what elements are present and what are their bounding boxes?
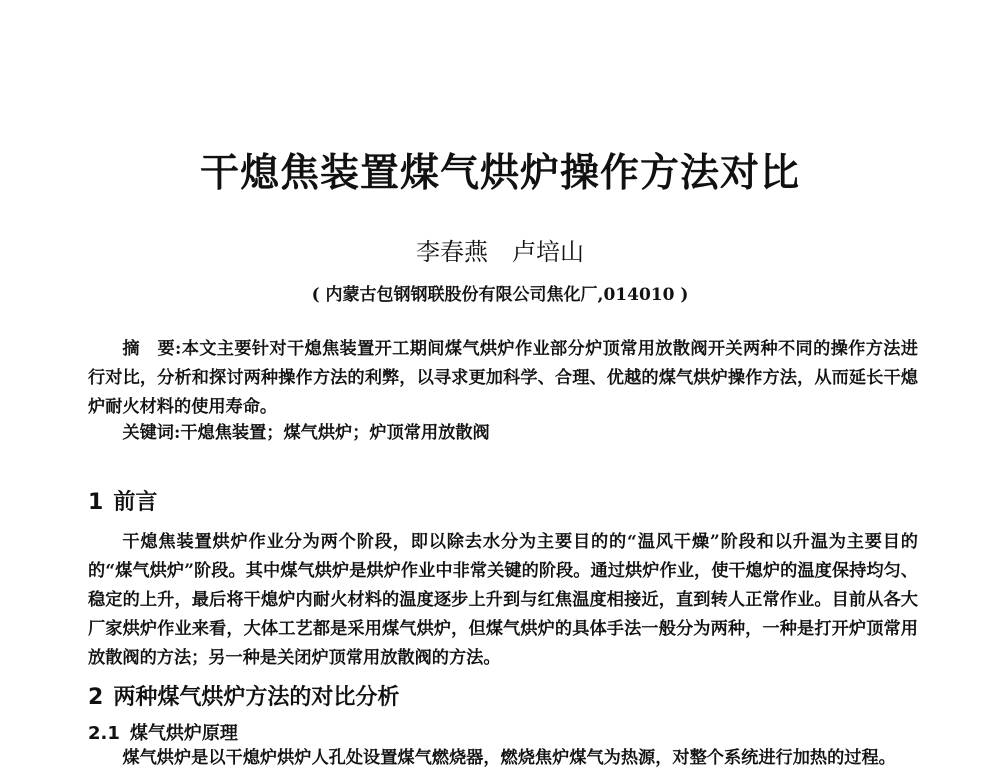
section-number: 1 bbox=[88, 490, 104, 515]
keywords-label: 关键词: bbox=[122, 423, 181, 443]
subsection-number: 2.1 bbox=[88, 723, 120, 744]
section-heading bbox=[88, 680, 399, 711]
keywords bbox=[88, 419, 918, 448]
abstract bbox=[88, 335, 918, 422]
subsection-title: 煤气烘炉原理 bbox=[129, 723, 238, 744]
abstract-text: 本文主要针对干熄焦装置开工期间煤气烘炉作业部分炉顶常用放散阀开关两种不同的操作方法进行对比，分析和探讨两种操作方法的利弊，以寻求更加科学、合理、优越的煤气烘炉操作方法，从而延长干熄炉耐火材料的使用寿命。 bbox=[88, 339, 918, 417]
author-affiliation: ( 内蒙古包钢钢联股份有限公司焦化厂,014010 ) bbox=[311, 285, 689, 305]
author-name: 李春燕 bbox=[416, 238, 488, 266]
keywords-text: 干熄焦装置；煤气烘炉；炉顶常用放散阀 bbox=[180, 423, 490, 443]
section-title: 前言 bbox=[113, 490, 158, 515]
abstract-label: 摘 要: bbox=[122, 339, 182, 359]
author-name: 卢培山 bbox=[512, 238, 584, 266]
subsection-heading bbox=[88, 719, 238, 745]
paper-title: 干熄焦装置煤气烘炉操作方法对比 bbox=[199, 151, 800, 196]
subsection-paragraph: 煤气烘炉是以干熄炉烘炉人孔处设置煤气燃烧器，燃烧焦炉煤气为热源，对整个系统进行加热的过程。 bbox=[122, 748, 896, 768]
author-list bbox=[0, 232, 1000, 267]
section-paragraph: 干熄焦装置烘炉作业分为两个阶段，即以除去水分为主要目的的“温风干燥”阶段和以升温为主要目的的“煤气烘炉”阶段。其中煤气烘炉是烘炉作业中非常关键的阶段。通过烘炉作业，使干熄炉的温度保持均匀、稳定的上升，最后将干熄炉内耐火材料的温度逐步上升到与红焦温度相接近，直到转人正常作业。目前从各大厂家烘炉作业来看，大体工艺都是采用煤气烘炉，但煤气烘炉的具体手法一般分为两种，一种是打开炉顶常用放散阀的方法；另一种是关闭炉顶常用放散阀的方法。 bbox=[88, 532, 918, 668]
section-number: 2 bbox=[88, 685, 104, 710]
section-heading bbox=[88, 485, 157, 516]
section-title: 两种煤气烘炉方法的对比分析 bbox=[113, 685, 400, 710]
